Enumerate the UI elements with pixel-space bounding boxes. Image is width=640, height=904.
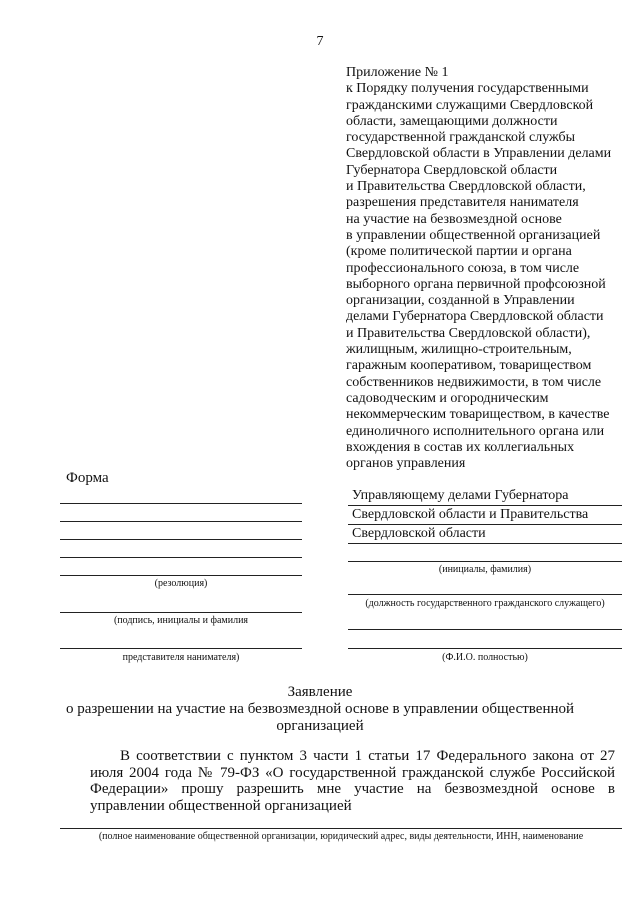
resolution-line[interactable] — [60, 503, 302, 504]
resolution-line[interactable] — [60, 521, 302, 522]
appendix-line: разрешения представителя нанимателя — [346, 195, 579, 211]
position-line-2[interactable] — [348, 629, 622, 630]
statement-paragraph: В соответствии с пунктом 3 части 1 статьи 17 Федерального закона от 27 июля 2004 года № 79-ФЗ «О государственной гражданской службе Российской Федерации» прошу разрешить мне участие на безвозмездной основе в управлении общественной организацией — [90, 748, 615, 814]
appendix-line: вхождения в состав их коллегиальных — [346, 439, 575, 455]
appendix-line: в управлении общественной организацией — [346, 227, 601, 243]
addressee-line: Управляющему делами Губернатора — [352, 488, 569, 503]
appendix-line: профессионального союза, в том числе — [346, 260, 580, 276]
appendix-line: собственников недвижимости, в том числе — [346, 374, 602, 390]
appendix-line: жилищным, жилищно-строительным, — [346, 342, 572, 358]
statement-title: Заявление — [287, 684, 353, 700]
addressee-underline — [348, 524, 622, 525]
appendix-line: садоводческим и огородническим — [346, 390, 549, 406]
signature-caption: (подпись, инициалы и фамилия — [113, 615, 249, 626]
appendix-line: некоммерческим товариществом, в качестве — [346, 407, 610, 423]
appendix-line: к Порядку получения государственными — [346, 81, 589, 97]
appendix-line: единоличного исполнительного органа или — [346, 423, 605, 439]
position-line[interactable] — [348, 594, 622, 595]
employer-line[interactable] — [60, 648, 302, 649]
addressee-underline — [348, 505, 622, 506]
resolution-caption: (резолюция) — [154, 578, 208, 589]
organization-line[interactable] — [60, 828, 622, 829]
statement-subtitle: о разрешении на участие на безвозмездной основе в управлении общественной — [65, 701, 575, 717]
statement-subtitle: организацией — [276, 718, 364, 734]
appendix-line: на участие на безвозмездной основе — [346, 211, 562, 227]
addressee-line: Свердловской области и Правительства — [352, 507, 589, 522]
resolution-line[interactable] — [60, 575, 302, 576]
statement-body — [90, 748, 615, 814]
resolution-line[interactable] — [60, 557, 302, 558]
appendix-line: Приложение № 1 — [346, 65, 449, 80]
appendix-line: Свердловской области в Управлении делами — [346, 146, 612, 162]
appendix-line: и Правительства Свердловской области, — [346, 179, 586, 195]
appendix-line: государственной гражданской службы — [346, 130, 576, 146]
appendix-line: Губернатора Свердловской области — [346, 162, 558, 178]
addressee-line: Свердловской области — [352, 526, 486, 541]
resolution-line[interactable] — [60, 539, 302, 540]
appendix-header — [346, 65, 636, 472]
organization-caption: (полное наименование общественной организации, юридический адрес, виды деятельности, ИНН, наименование — [98, 831, 584, 842]
addressee-underline — [348, 543, 622, 544]
appendix-line: делами Губернатора Свердловской области — [346, 309, 604, 325]
fio-caption: (Ф.И.О. полностью) — [442, 652, 528, 663]
page-number: 7 — [316, 34, 324, 49]
appendix-line: выборного органа первичной профсоюзной — [346, 276, 606, 292]
appendix-line: и Правительства Свердловской области), — [346, 325, 591, 341]
appendix-line: организации, созданной в Управлении — [346, 293, 575, 309]
appendix-line: гражданскими служащими Свердловской — [346, 97, 594, 113]
position-caption: (должность государственного гражданского служащего) — [365, 598, 605, 609]
fio-line[interactable] — [348, 648, 622, 649]
signature-line[interactable] — [60, 612, 302, 613]
appendix-line: органов управления — [346, 456, 466, 472]
appendix-line: гаражным кооперативом, товариществом — [346, 358, 592, 374]
initials-line[interactable] — [348, 561, 622, 562]
initials-caption: (инициалы, фамилия) — [438, 564, 532, 575]
form-label: Форма — [66, 470, 109, 486]
employer-caption: представителя нанимателя) — [122, 652, 240, 663]
appendix-line: области, замещающими должности — [346, 113, 558, 129]
appendix-line: (кроме политической партии и органа — [346, 244, 572, 260]
